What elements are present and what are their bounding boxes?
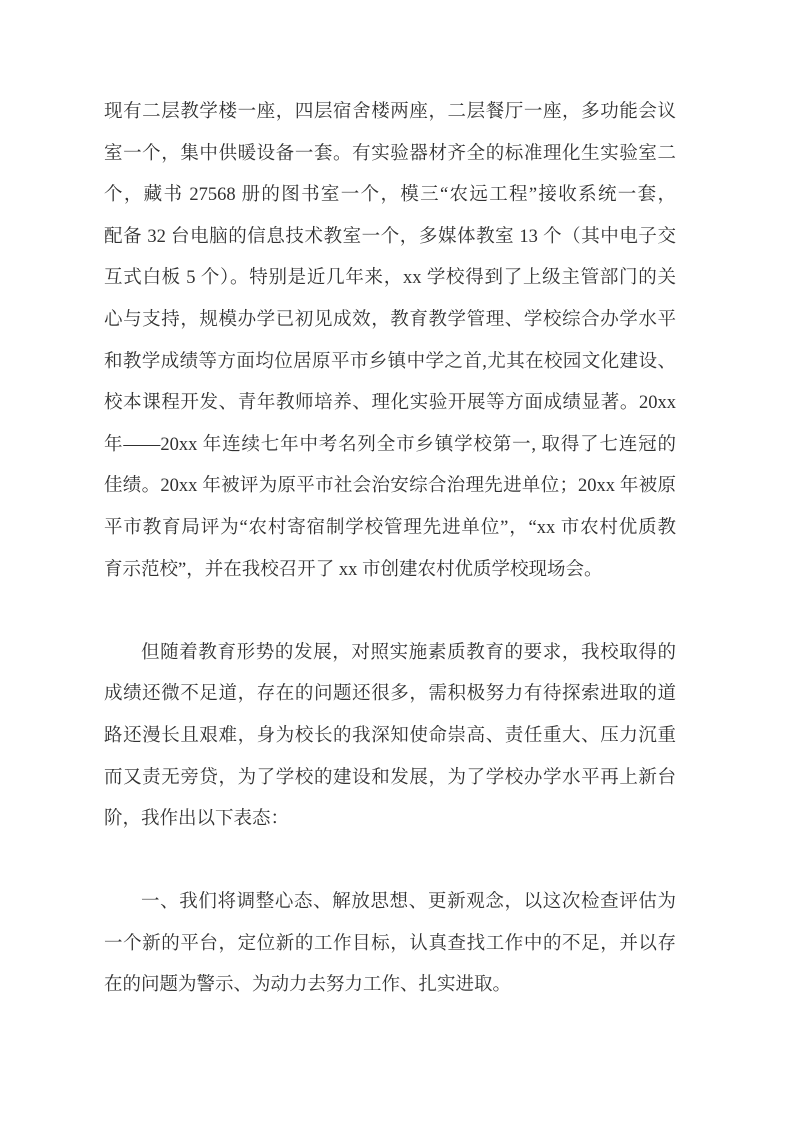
- paragraph-school-facilities: [104, 92, 676, 591]
- text-line: 年——20xx 年连续七年中考名列全市乡镇学校第一, 取得了七连冠的: [104, 434, 676, 455]
- text-line: 佳绩。20xx 年被评为原平市社会治安综合治理先进单位；20xx 年被原: [104, 476, 676, 497]
- paragraph-self-reflection: [104, 633, 676, 841]
- text-line: 一、我们将调整心态、解放思想、更新观念，以这次检查评估为: [141, 892, 676, 913]
- text-line: 互式白板 5 个）。特别是近几年来，xx 学校得到了上级主管部门的关: [104, 268, 676, 289]
- text-line: 路还漫长且艰难，身为校长的我深知使命崇高、责任重大、压力沉重: [104, 725, 676, 746]
- text-line: 在的问题为警示、为动力去努力工作、扎实进取。: [104, 975, 512, 996]
- text-line: 平市教育局评为“农村寄宿制学校管理先进单位”，“xx 市农村优质教: [104, 517, 676, 538]
- text-line: 配备 32 台电脑的信息技术教室一个，多媒体教室 13 个（其中电子交: [104, 226, 676, 247]
- text-line: 而又责无旁贷，为了学校的建设和发展，为了学校办学水平再上新台: [104, 767, 676, 788]
- text-line: 一个新的平台，定位新的工作目标，认真查找工作中的不足，并以存: [104, 933, 676, 954]
- text-line: 室一个，集中供暖设备一套。有实验器材齐全的标准理化生实验室二: [104, 143, 676, 164]
- text-line: 但随着教育形势的发展，对照实施素质教育的要求，我校取得的: [141, 642, 676, 663]
- paragraph-commitment-one: [104, 882, 676, 1007]
- text-line: 心与支持，规模办学已初见成效，教育教学管理、学校综合办学水平: [104, 309, 676, 330]
- text-line: 校本课程开发、青年教师培养、理化实验开展等方面成绩显著。20xx: [104, 393, 676, 414]
- text-line: 阶，我作出以下表态：: [104, 809, 290, 830]
- text-line: 成绩还微不足道，存在的问题还很多，需积极努力有待探索进取的道: [104, 684, 676, 705]
- text-line: 和教学成绩等方面均位居原平市乡镇中学之首,尤其在校园文化建设、: [104, 351, 676, 372]
- text-line: 个，藏书 27568 册的图书室一个，模三“农远工程”接收系统一套，: [104, 185, 676, 206]
- text-line: 育示范校”，并在我校召开了 xx 市创建农村优质学校现场会。: [104, 559, 603, 580]
- text-line: 现有二层教学楼一座，四层宿舍楼两座，二层餐厅一座，多功能会议: [104, 102, 676, 122]
- text-column: [104, 92, 676, 1007]
